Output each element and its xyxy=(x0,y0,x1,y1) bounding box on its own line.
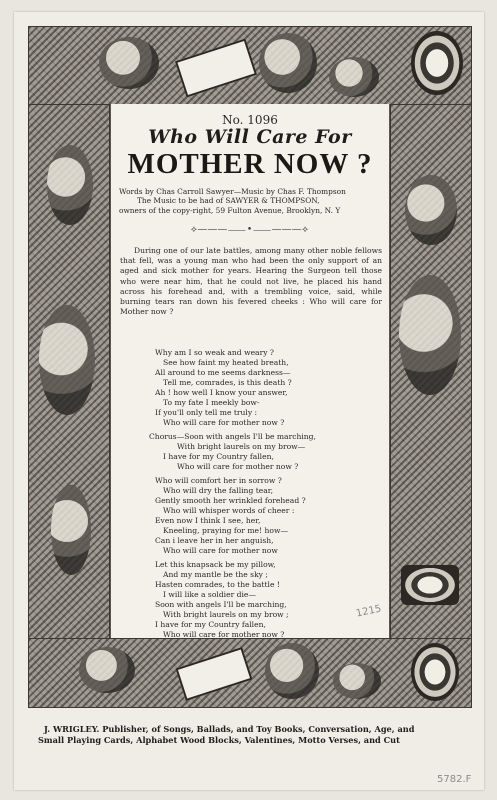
verse-line: Can i leave her in her anguish, xyxy=(155,536,274,545)
credits-line: The Music to be had of SAWYER & THOMPSON, xyxy=(137,196,320,206)
chorus xyxy=(149,432,387,472)
verse-line: Ah ! how well I know your answer, xyxy=(155,388,288,397)
verse-line: Who will care for mother now ? xyxy=(163,418,285,427)
verse-line: With bright laurels on my brow— xyxy=(177,442,306,451)
verse-line: Gently smooth her wrinkled forehead ? xyxy=(155,496,306,505)
top-woodcut-border xyxy=(28,26,472,108)
song-number: No. 1096 xyxy=(222,113,278,127)
verse-line: If you'll only tell me truly : xyxy=(155,408,258,417)
intro-paragraph: During one of our late battles, among many other noble fellows that fell, was a young man who had been the only support of an aged and sick mother for years. Hearing the Surgeon tell those who were near him, that he could not live, he placed his hand across his forehead and, with a trembling voice, said, while burning tears ran down his fevered cheeks : Who will care for Mother now ? xyxy=(120,246,382,317)
catalog-mark: 5782.F xyxy=(437,774,472,785)
verse-line: I have for my Country fallen, xyxy=(155,620,266,629)
verse-line: And my mantle be the sky ; xyxy=(163,570,268,579)
song-text-panel xyxy=(110,104,390,638)
verse-line: I have for my Country fallen, xyxy=(163,452,274,461)
verse-line: Who will comfort her in sorrow ? xyxy=(155,476,282,485)
verse-line: Who will care for mother now ? xyxy=(177,462,299,471)
verse-line: To my fate I meekly bow- xyxy=(163,398,260,407)
verse-3 xyxy=(155,560,387,640)
verse-line: Who will care for mother now xyxy=(163,546,278,555)
verse-line: Chorus—Soon with angels I'll be marching, xyxy=(149,432,316,441)
verse-line: Let this knapsack be my pillow, xyxy=(155,560,276,569)
verse-1 xyxy=(155,348,387,428)
verse-line: Hasten comrades, to the battle ! xyxy=(155,580,280,589)
left-woodcut-border xyxy=(28,104,110,642)
right-woodcut-border xyxy=(390,104,472,642)
bottom-woodcut-border xyxy=(28,638,472,708)
verse-line: With bright laurels on my brow ; xyxy=(163,610,289,619)
verses xyxy=(149,348,387,644)
verse-2 xyxy=(155,476,387,556)
verse-line: Kneeling, praying for me! how— xyxy=(163,526,289,535)
publisher-imprint xyxy=(20,724,480,746)
verse-line: Tell me, comrades, is this death ? xyxy=(163,378,292,387)
ornamental-rule: ⟡―――⸺•⸺―――⟡ xyxy=(190,225,310,235)
verse-line: Soon with angels I'll be marching, xyxy=(155,600,287,609)
verse-line: Who will dry the falling tear, xyxy=(163,486,273,495)
title-line-1: Who Will Care For xyxy=(148,126,352,148)
verse-line: See how faint my heated breath, xyxy=(163,358,289,367)
credits-line: Words by Chas Carroll Sawyer—Music by Chas F. Thompson xyxy=(119,187,346,196)
verse-line: All around to me seems darkness— xyxy=(155,368,291,377)
verse-line: Why am I so weak and weary ? xyxy=(155,348,274,357)
imprint-line: J. WRIGLEY. Publisher, of Songs, Ballads, and Toy Books, Conversation, Age, and xyxy=(44,724,415,734)
verse-line: I will like a soldier die— xyxy=(163,590,257,599)
verse-line: Who will whisper words of cheer : xyxy=(163,506,295,515)
title-line-2: MOTHER NOW ? xyxy=(127,148,373,180)
credits-line: owners of the copy-right, 59 Fulton Avenue, Brooklyn, N. Y xyxy=(119,205,341,215)
pencil-annotation: 1215 xyxy=(355,603,383,620)
credits xyxy=(117,187,385,215)
verse-line: Even now I think I see, her, xyxy=(155,516,261,525)
imprint-line: Small Playing Cards, Alphabet Wood Blocks, Valentines, Motto Verses, and Cut xyxy=(38,735,400,745)
verse-line: Who will care for mother now ? xyxy=(163,630,285,639)
